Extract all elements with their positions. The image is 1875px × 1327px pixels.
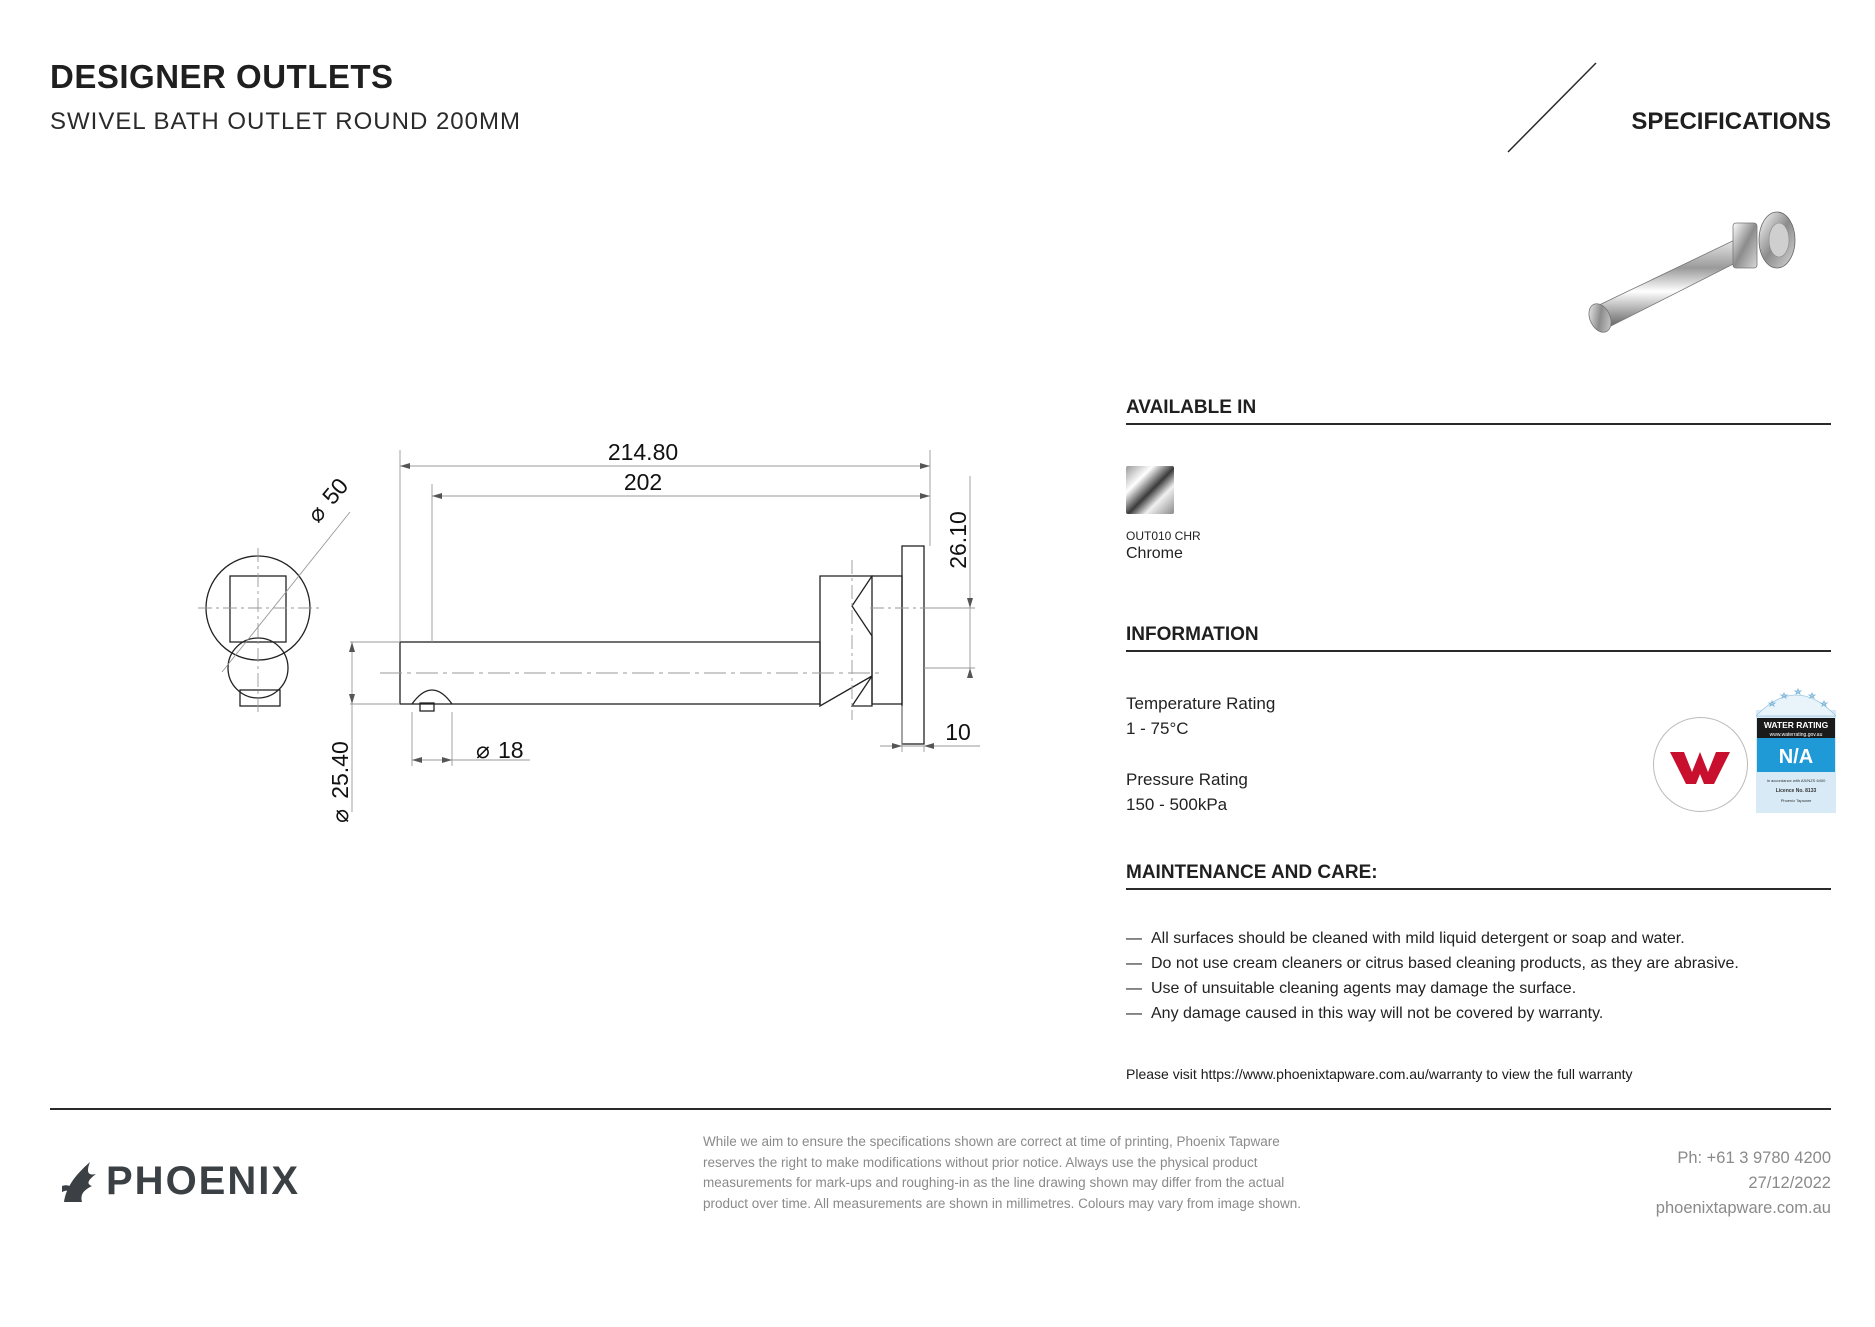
list-item: — All surfaces should be cleaned with mild liquid detergent or soap and water. [1126, 930, 1685, 947]
swatch-code: OUT010 CHR [1126, 529, 1201, 543]
website-link[interactable]: phoenixtapware.com.au [1655, 1199, 1831, 1217]
contact-phone: Ph: +61 3 9780 4200 [1677, 1149, 1831, 1167]
pressure-value: 150 - 500kPa [1126, 795, 1228, 814]
phoenix-logo-text: PHOENIX [106, 1158, 301, 1203]
dim-outlet-diameter-symbol: ⌀ [476, 737, 490, 763]
temperature-value: 1 - 75°C [1126, 719, 1189, 738]
dim-height: 26.10 [945, 511, 971, 569]
chrome-swatch [1126, 466, 1174, 514]
dim-overall-length: 214.80 [607, 439, 679, 465]
maintenance-heading: MAINTENANCE AND CARE: [1126, 862, 1831, 890]
dim-plate-diameter: 50 [316, 472, 354, 510]
maintenance-section [1126, 862, 1831, 1022]
wels-url: www.waterrating.gov.au [1769, 732, 1823, 738]
watermark-w-icon [1654, 718, 1746, 810]
temperature-label: Temperature Rating [1126, 694, 1276, 713]
header-slash-divider [1500, 60, 1600, 155]
wels-title: WATER RATING [1763, 720, 1829, 730]
dim-spout-diameter: 25.40 [327, 741, 353, 799]
document-date: 27/12/2022 [1748, 1174, 1831, 1192]
warranty-note: Please visit https://www.phoenixtapware.com.au/warranty to view the full warranty [1126, 1066, 1633, 1082]
wels-brand: Phoenix Tapware [1780, 798, 1812, 803]
watermark-logo [1653, 717, 1748, 812]
specifications-title: SPECIFICATIONS [1631, 108, 1831, 135]
dim-spout-diameter-symbol: ⌀ [327, 809, 353, 823]
dim-outlet-diameter: 18 [498, 737, 524, 763]
technical-drawing [180, 420, 1000, 830]
list-item: — Use of unsuitable cleaning agents may damage the surface. [1126, 980, 1577, 997]
wels-note: In accordance with AS/NZS 6400 [1766, 778, 1826, 783]
swatch-name: Chrome [1126, 545, 1183, 562]
product-title: SWIVEL BATH OUTLET ROUND 200MM [50, 108, 521, 135]
list-item: — Any damage caused in this way will not be covered by warranty. [1126, 1005, 1604, 1022]
wels-rating-badge [1756, 680, 1836, 813]
dim-plate-diameter-symbol: ⌀ [301, 499, 331, 528]
disclaimer-text: While we aim to ensure the specifications shown are correct at time of printing, Phoenix Tapware reserves the right to make modifications without prior notice. Always use the physical product measurements for mark-ups and roughing-in as the line drawing shown may differ from the actual product over time. All measurements are shown in millimetres. Colours may vary from image shown. [703, 1134, 1301, 1211]
maintenance-list [1126, 926, 1739, 1026]
wels-licence: Licence No. 8133 [1775, 788, 1817, 794]
wels-value: N/A [1778, 746, 1814, 768]
dim-spout-length: 202 [623, 469, 663, 495]
footer-divider [50, 1108, 1831, 1110]
available-in-heading: AVAILABLE IN [1126, 397, 1831, 425]
available-in-section [1126, 397, 1831, 562]
dim-backplate-depth: 10 [945, 719, 971, 745]
list-item: — Do not use cream cleaners or citrus based cleaning products, as they are abrasive. [1126, 955, 1739, 972]
contact-block [1656, 1146, 1831, 1221]
pressure-label: Pressure Rating [1126, 770, 1248, 789]
brand-title: DESIGNER OUTLETS [50, 58, 394, 95]
phoenix-logo [60, 1158, 300, 1204]
phoenix-bird-icon [60, 1158, 100, 1204]
product-photo [1580, 195, 1805, 355]
information-heading: INFORMATION [1126, 624, 1831, 652]
